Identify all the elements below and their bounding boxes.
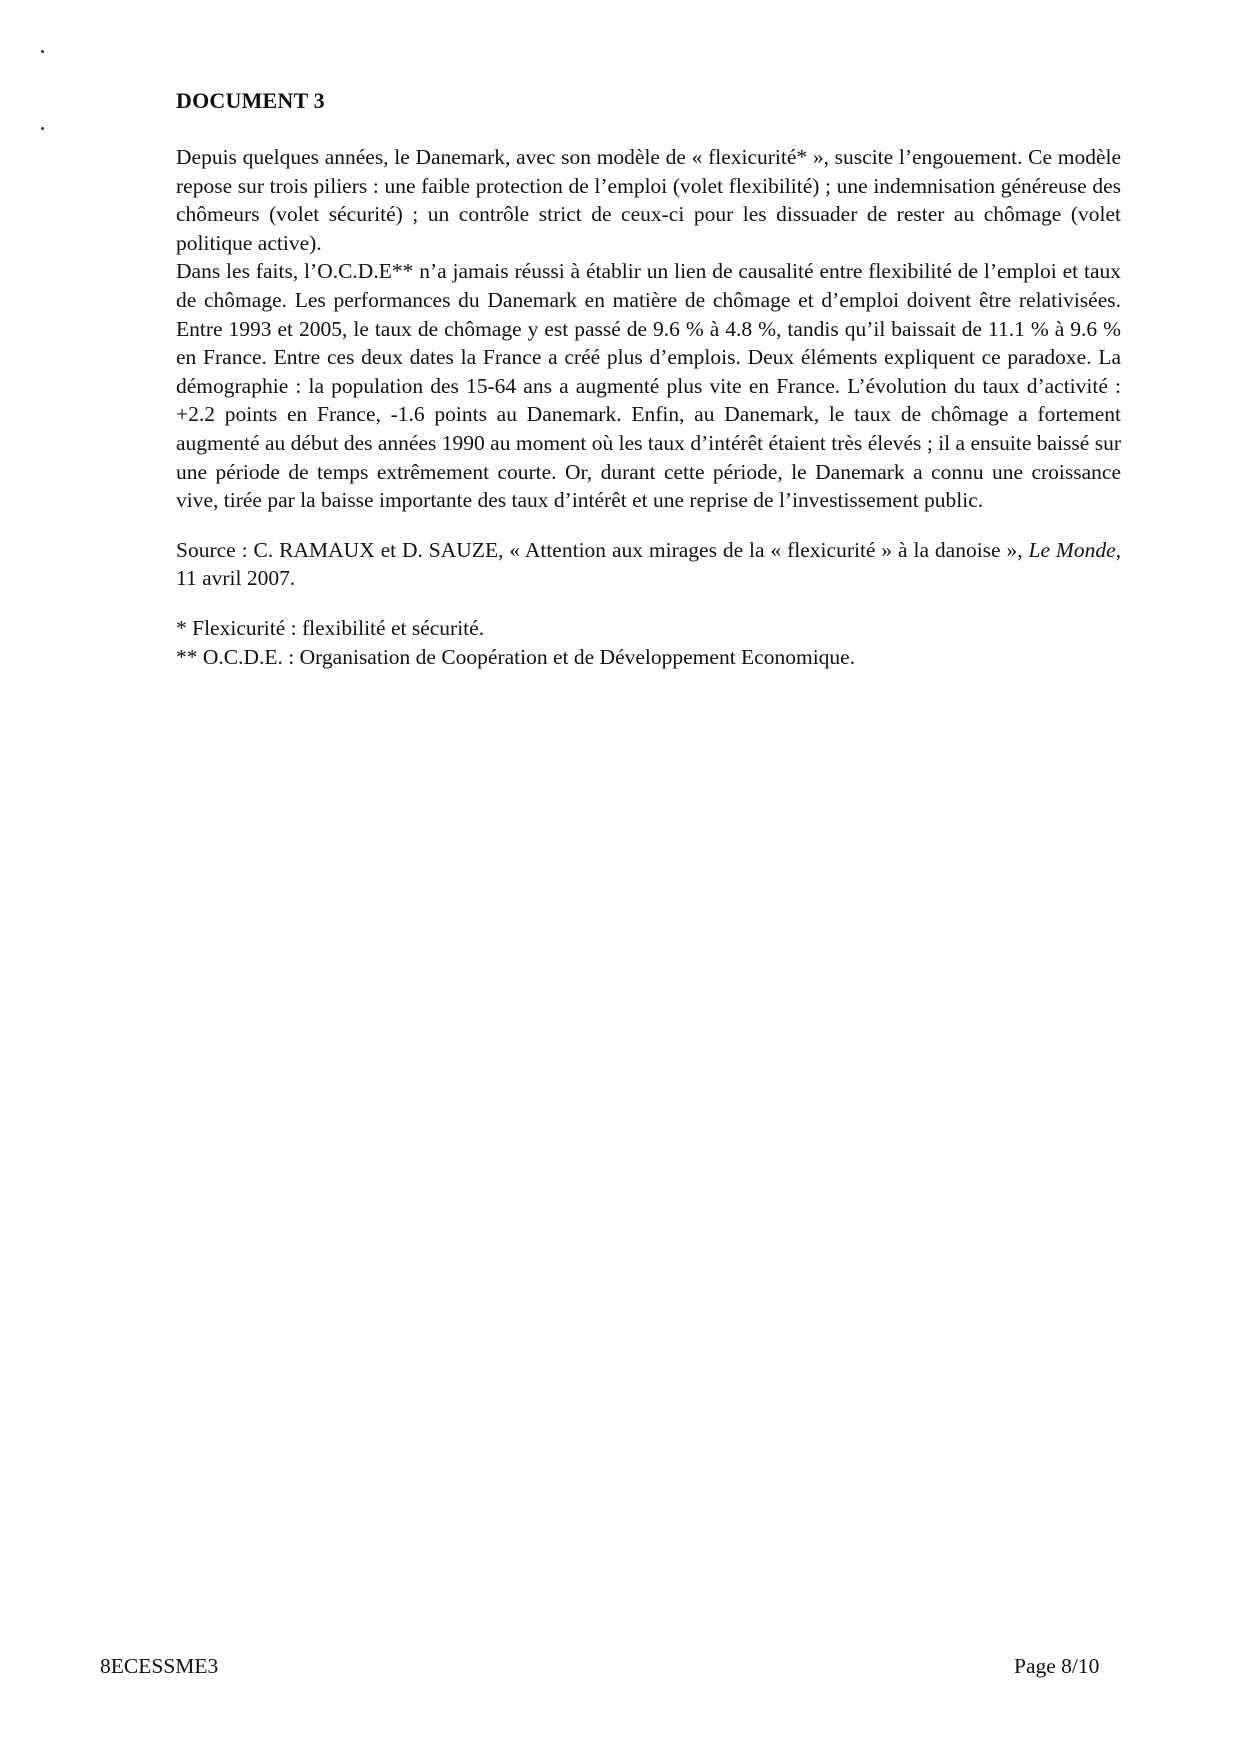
- footnote-ocde: ** O.C.D.E. : Organisation de Coopération et de Développement Economique.: [176, 644, 856, 669]
- source-date: , 11 avril 2007.: [176, 537, 1121, 591]
- paragraph-intro: Depuis quelques années, le Danemark, avec son modèle de « flexicurité* », suscite l’engouement. Ce modèle repose sur trois piliers : une faible protection de l’emploi (volet flexibilité) ; une indemnisation généreuse des chômeurs (volet sécurité) ; un contrôle strict de ceux-ci pour les dissuader de rester au chômage (volet politique active).: [176, 145, 1121, 255]
- scan-speck: [41, 50, 44, 53]
- footnote-flexicurite: * Flexicurité : flexibilité et sécurité.: [176, 615, 485, 640]
- source-prefix: Source : C. RAMAUX et D. SAUZE, « Attention aux mirages de la « flexicurité » à la danoise »,: [176, 537, 1029, 562]
- scan-speck: [41, 127, 44, 130]
- paragraph-analysis: Dans les faits, l’O.C.D.E** n’a jamais réussi à établir un lien de causalité entre flexibilité de l’emploi et taux de chômage. Les performances du Danemark en matière de chômage et d’emploi doivent être relativisées. Entre 1993 et 2005, le taux de chômage y est passé de 9.6 % à 4.8 %, tandis qu’il baissait de 11.1 % à 9.6 % en France. Entre ces deux dates la France a créé plus d’emplois. Deux éléments expliquent ce paradoxe. La démographie : la population des 15-64 ans a augmenté plus vite en France. L’évolution du taux d’activité : +2.2 points en France, -1.6 points au Danemark. Enfin, au Danemark, le taux de chômage a fortement augmenté au début des années 1990 au moment où les taux d’intérêt étaient très élevés ; il a ensuite baissé sur une période de temps extrêmement courte. Or, durant cette période, le Danemark a connu une croissance vive, tirée par la baisse importante des taux d’intérêt et une reprise de l’investissement public.: [176, 259, 1121, 513]
- footer-page-number: Page 8/10: [1014, 1654, 1100, 1678]
- document-title: DOCUMENT 3: [176, 88, 325, 113]
- source-citation: [176, 536, 1121, 593]
- source-journal: Le Monde: [1028, 537, 1116, 562]
- footnotes: [176, 614, 1121, 671]
- document-content: [176, 88, 1121, 671]
- footer-exam-code: 8ECESSME3: [100, 1654, 219, 1678]
